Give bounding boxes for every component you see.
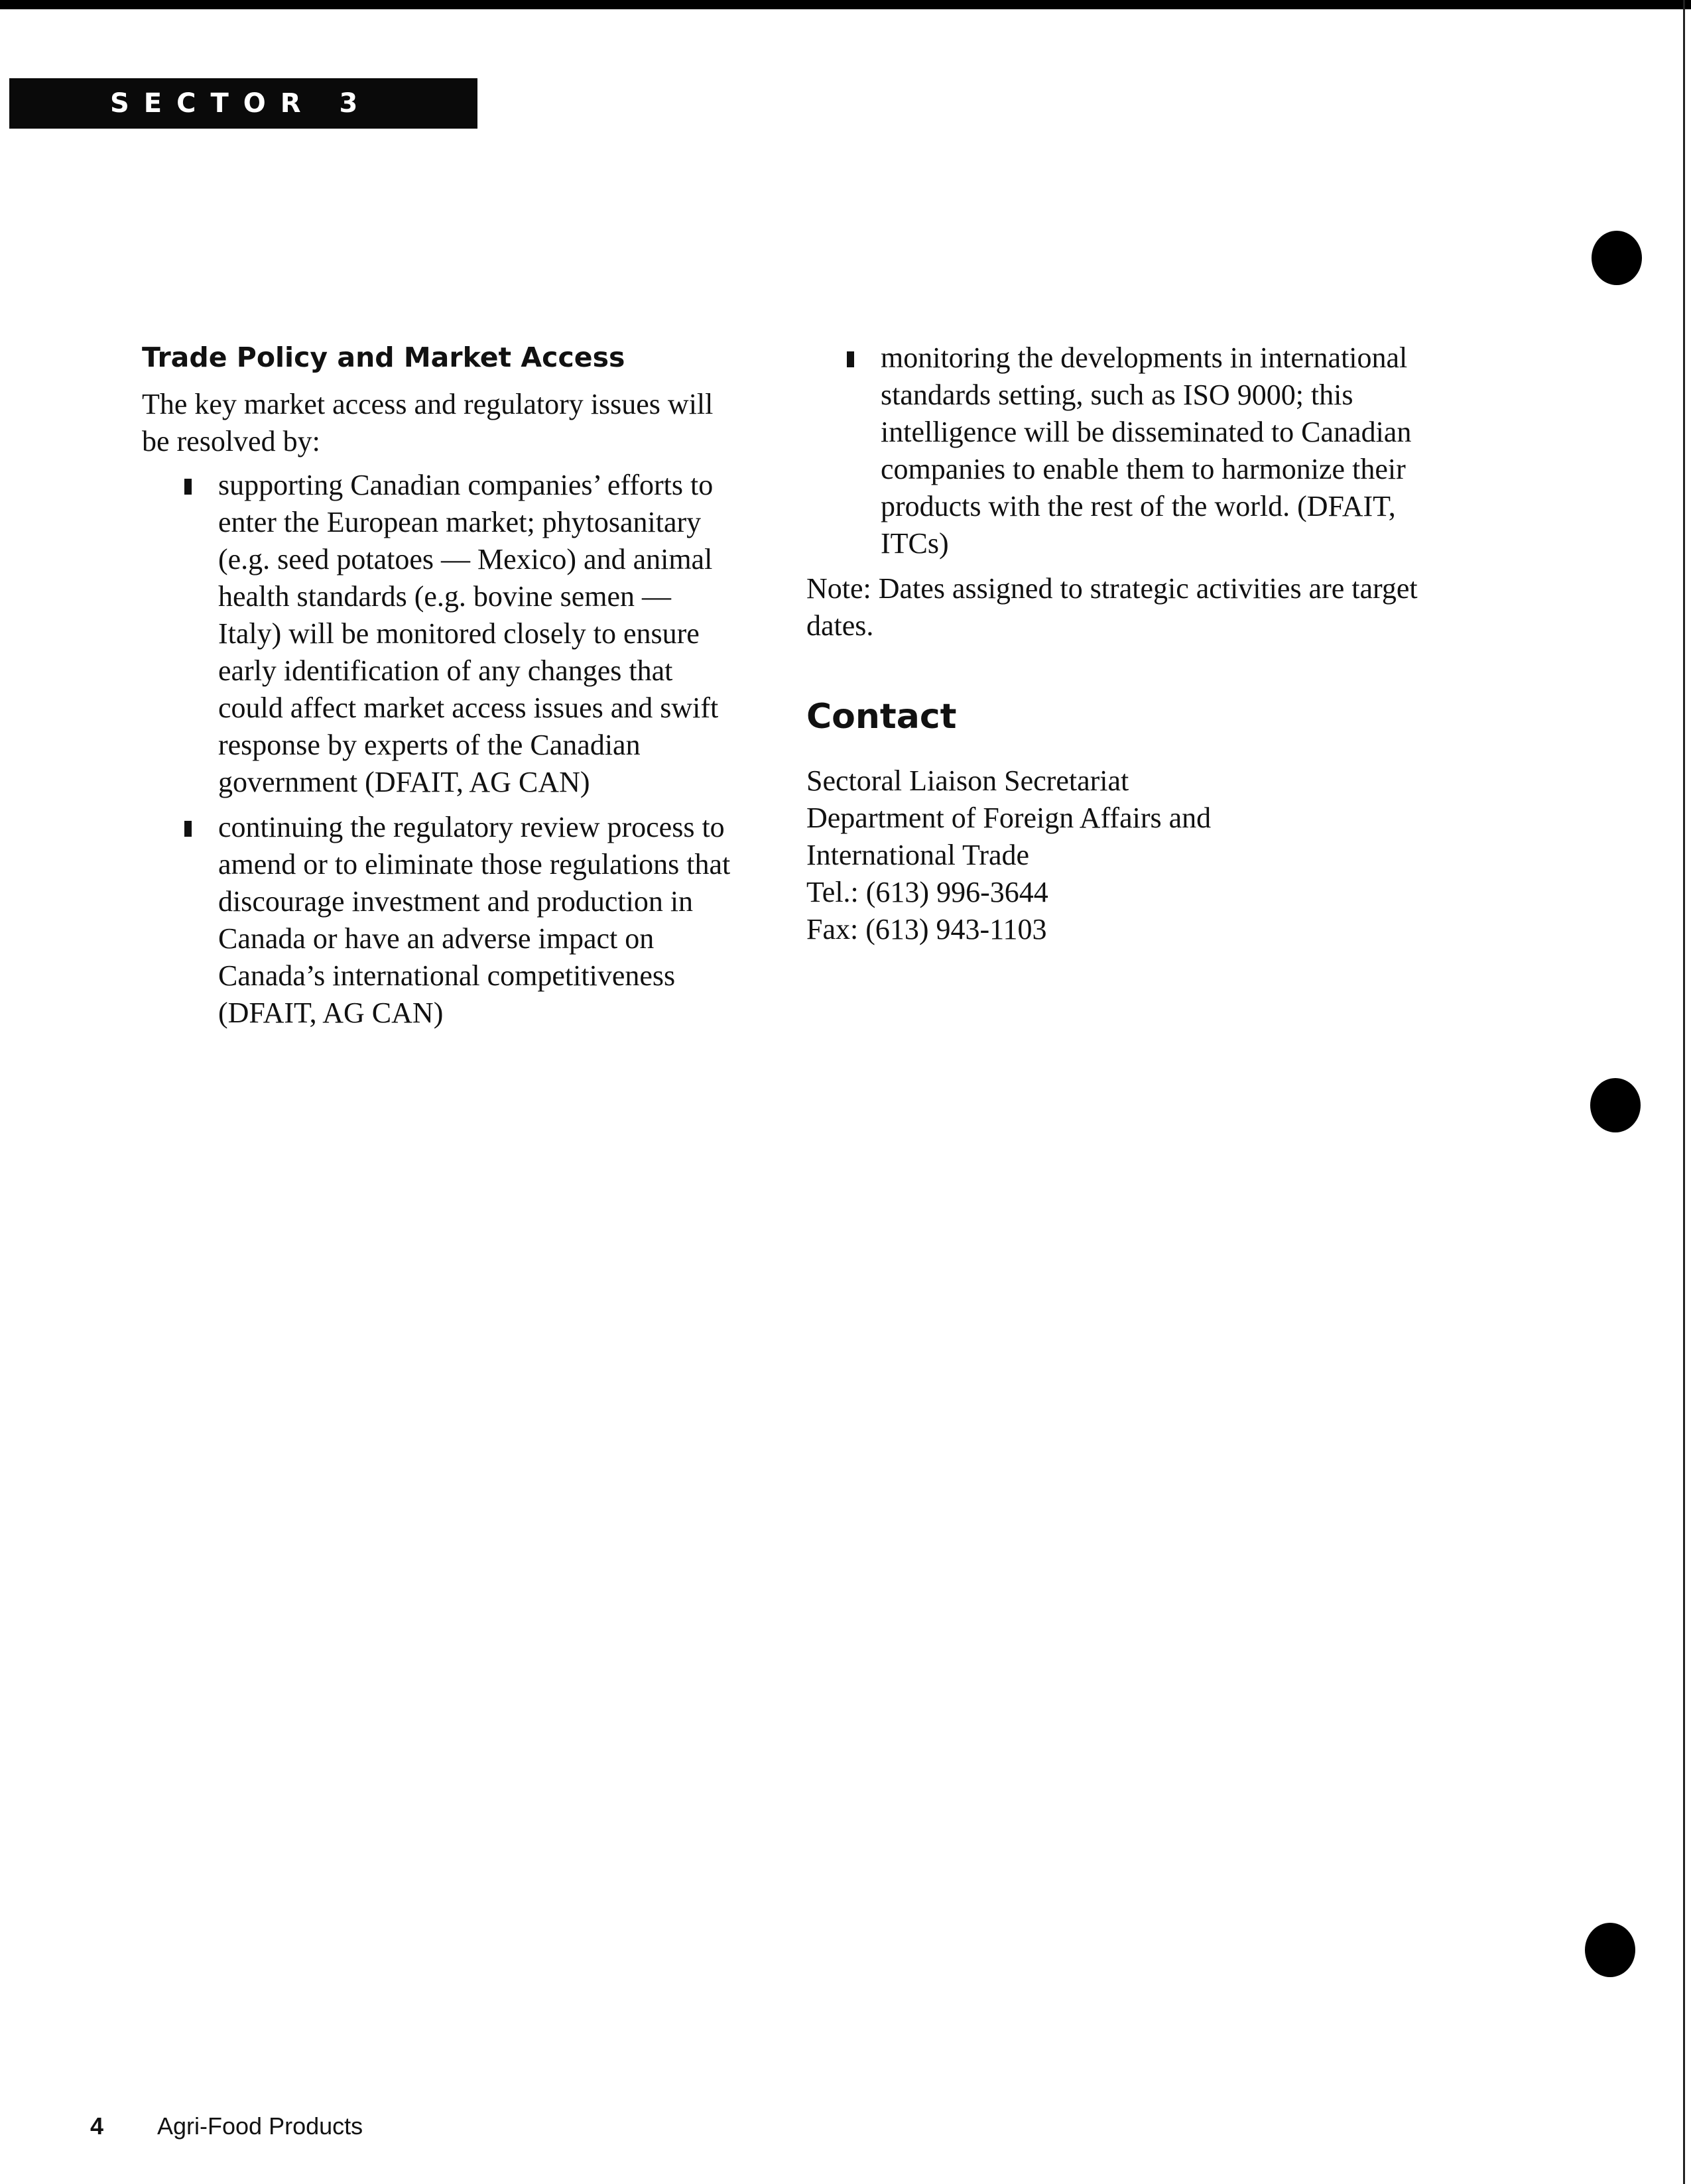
bullet-marker — [184, 821, 192, 837]
bullet-list-left — [142, 467, 739, 1032]
list-item-text: supporting Canadian companies’ efforts to enter the European market; phytosanitary (e.g. seed potatoes — Mexico) and animal health standards (e.g. bovine semen — Italy) will be monitored closely to ensure early identification of any changes that could affect market access issues and swift response by experts of the Canadian government (DFAIT, AG CAN) — [218, 469, 719, 798]
right-column — [806, 339, 1423, 948]
sector-label: SECTOR 3 — [110, 88, 373, 119]
contact-fax: Fax: (613) 943-1103 — [806, 913, 1047, 945]
list-item-text: continuing the regulatory review process to amend or to eliminate those regulations that discourage investment and production in Canada or have an adverse impact on Canada’s international competitiveness (DFAIT, AG CAN) — [218, 811, 731, 1029]
contact-telephone: Tel.: (613) 996-3644 — [806, 876, 1048, 908]
list-item — [142, 467, 739, 801]
contact-department: Department of Foreign Affairs and — [806, 802, 1212, 834]
scan-edge-top — [0, 0, 1691, 9]
section-heading-trade: Trade Policy and Market Access — [142, 341, 625, 373]
intro-paragraph: The key market access and regulatory issues will be resolved by: — [142, 388, 714, 457]
sector-header-bar — [9, 78, 477, 129]
contact-organization: Sectoral Liaison Secretariat — [806, 764, 1129, 797]
bullet-marker — [184, 479, 192, 495]
page-footer — [90, 2112, 363, 2140]
footer-title: Agri-Food Products — [157, 2112, 363, 2140]
section-heading-contact: Contact — [806, 697, 957, 737]
list-item-text: monitoring the developments in international standards setting, such as ISO 9000; this intelligence will be disseminated to Canadian companies to enable them to harmonize their products with the rest of the world. (DFAIT, ITCs) — [881, 341, 1412, 560]
left-column — [142, 335, 739, 1040]
bullet-list-right — [806, 339, 1423, 562]
punch-hole-top — [1592, 231, 1642, 285]
note-paragraph: Note: Dates assigned to strategic activities are target dates. — [806, 572, 1418, 642]
punch-hole-middle — [1590, 1078, 1641, 1132]
contact-department-cont: International Trade — [806, 839, 1030, 871]
scan-edge-right — [1683, 0, 1685, 2184]
contact-block — [806, 762, 1423, 948]
page-number: 4 — [90, 2112, 104, 2140]
bullet-marker — [847, 351, 854, 367]
list-item — [806, 339, 1423, 562]
punch-hole-bottom — [1585, 1923, 1635, 1977]
list-item — [142, 809, 739, 1032]
